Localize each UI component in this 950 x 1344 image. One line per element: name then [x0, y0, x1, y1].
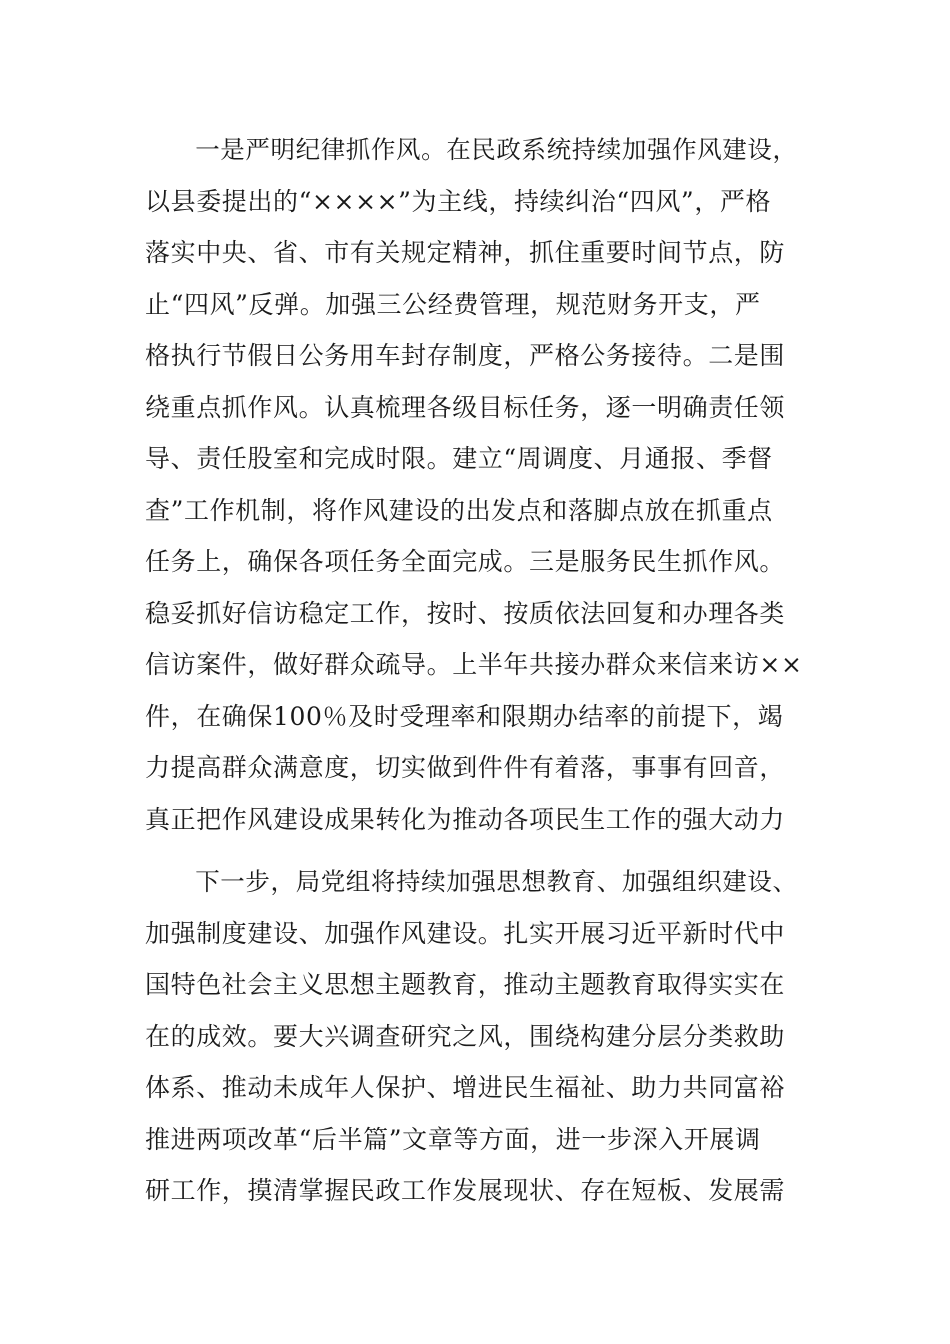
- text-line: 真正把作风建设成果转化为推动各项民生工作的强大动力: [145, 804, 786, 834]
- text-line: 推进两项改革“后半篇”文章等方面，进一步深入开展调: [145, 1124, 761, 1154]
- text-line: 导、责任股室和完成时限。建立“周调度、月通报、季督: [145, 444, 773, 473]
- text-line: 力提高群众满意度，切实做到件件有着落，事事有回音，: [145, 753, 786, 782]
- text-line: 体系、推动未成年人保护、增进民生福祉、助力共同富裕: [145, 1073, 786, 1102]
- text-line: 在的成效。要大兴调查研究之风，围绕构建分层分类救助: [145, 1021, 786, 1051]
- text-line: 绕重点抓作风。认真梳理各级目标任务，逐一明确责任领: [145, 392, 786, 422]
- text-line: 格执行节假日公务用车封存制度，严格公务接待。二是围: [145, 341, 786, 370]
- paragraph-next-steps: [145, 856, 810, 1217]
- text-line: 以县委提出的“××××”为主线，持续纠治“四风”，严格: [145, 186, 772, 216]
- text-line: 信访案件，做好群众疏导。上半年共接办群众来信来访××: [145, 650, 803, 679]
- text-line: 落实中央、省、市有关规定精神，抓住重要时间节点，防: [145, 238, 786, 267]
- text-line: 下一步，局党组将持续加强思想教育、加强组织建设、: [145, 867, 798, 896]
- text-line: 一是严明纪律抓作风。在民政系统持续加强作风建设，: [145, 135, 798, 164]
- text-line: 加强制度建设、加强作风建设。扎实开展习近平新时代中: [145, 918, 786, 948]
- text-line: 件，在确保100％及时受理率和限期办结率的前提下，竭: [145, 701, 784, 731]
- paragraph-work-style: [145, 124, 810, 845]
- text-line: 稳妥抓好信访稳定工作，按时、按质依法回复和办理各类: [145, 598, 786, 628]
- text-line: 任务上，确保各项任务全面完成。三是服务民生抓作风。: [145, 547, 786, 576]
- text-line: 国特色社会主义思想主题教育，推动主题教育取得实实在: [145, 970, 786, 999]
- text-line: 研工作，摸清掌握民政工作发展现状、存在短板、发展需: [145, 1176, 786, 1205]
- text-line: 查”工作机制，将作风建设的出发点和落脚点放在抓重点: [145, 495, 773, 525]
- text-line: 止“四风”反弹。加强三公经费管理，规范财务开支，严: [145, 289, 761, 319]
